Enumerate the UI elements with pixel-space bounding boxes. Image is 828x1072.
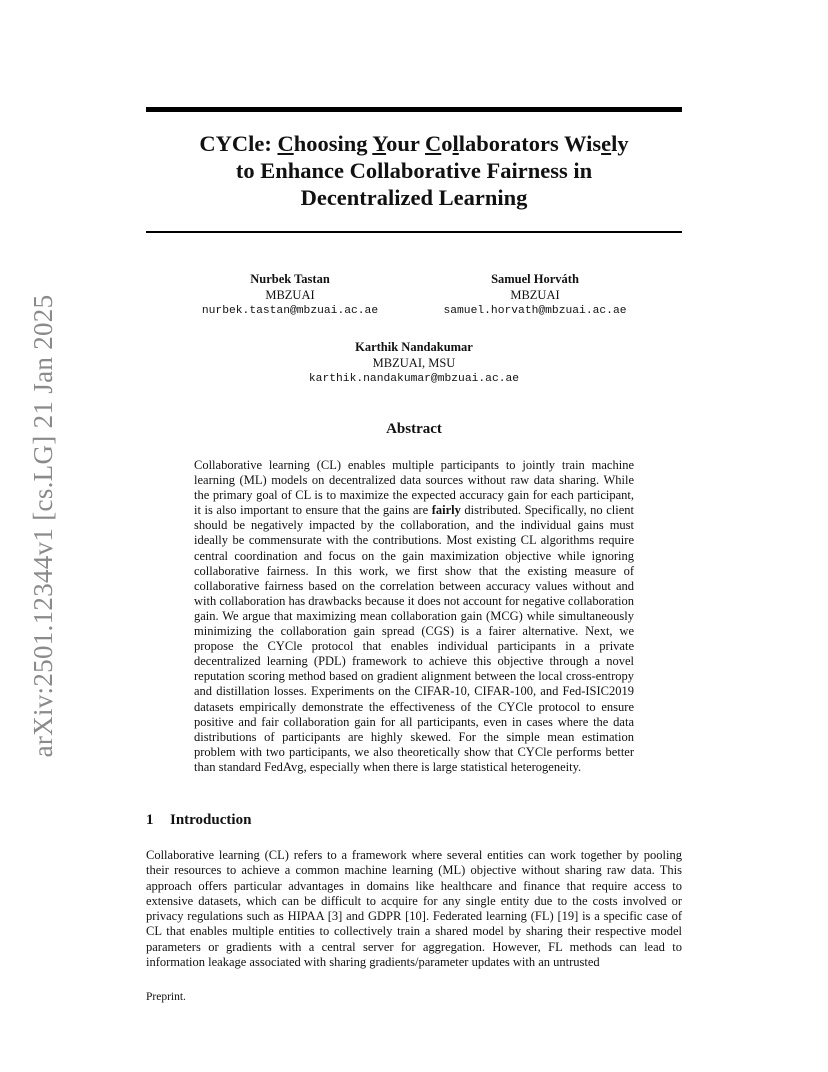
title-top-rule	[146, 107, 682, 112]
author-email[interactable]: nurbek.tastan@mbzuai.ac.ae	[201, 305, 379, 317]
author-name: Karthik Nandakumar	[355, 340, 473, 354]
section-title: Introduction	[170, 812, 252, 828]
author-name: Nurbek Tastan	[250, 272, 330, 286]
arxiv-sidebar-stamp: arXiv:2501.12344v1 [cs.LG] 21 Jan 2025	[28, 294, 58, 758]
abstract-heading: Abstract	[386, 421, 442, 437]
title-line-1: CYCle: Choosing Your Collaborators Wisely	[199, 131, 629, 156]
paper-title	[146, 130, 682, 211]
abstract-emphasis: fairly	[431, 503, 461, 518]
author-affiliation: MBZUAI, MSU	[372, 356, 456, 370]
abstract-body: Collaborative learning (CL) enables multiple participants to jointly train machine learning (ML) models on decentralized data sources without raw data sharing. While the primary goal of CL is to maximize the expected accuracy gain for each participant, it is also important to ensure that the gains are fairly distributed. Specifically, no client should be negatively impacted by the collaboration, and the individual gains must ideally be commensurate with the contributions. Most existing CL algorithms require central coordination and focus on the gain maximization objective while ignoring collaborative fairness. In this work, we first show that the existing measure of collaborative fairness based on the correlation between accuracy values without and with collaboration has drawbacks because it does not account for negative collaboration gain. We argue that maximizing mean collaboration gain (MCG) while simultaneously minimizing the collaboration gain spread (CGS) is a fairer alternative. Next, we propose the CYCle protocol that enables individual participants in a private decentralized learning (PDL) framework to achieve this objective through a novel reputation scoring method based on gradient alignment between the local cross-entropy and distillation losses. Experiments on the CIFAR-10, CIFAR-100, and Fed-ISIC2019 datasets empirically demonstrate the effectiveness of the CYCle protocol to ensure positive and fair collaboration gain for all participants, even in cases where the data distributions of participants are highly skewed. For the simple mean estimation problem with two participants, we also theoretically show that CYCle performs better than standard FedAvg, especially when there is large statistical heterogeneity.	[194, 458, 634, 774]
section-heading	[146, 812, 251, 829]
author-affiliation: MBZUAI	[265, 288, 315, 302]
footer-note: Preprint.	[146, 991, 186, 1003]
author-affiliation: MBZUAI	[510, 288, 560, 302]
title-bottom-rule	[146, 231, 682, 233]
author-email[interactable]: karthik.nandakumar@mbzuai.ac.ae	[308, 373, 520, 385]
section-number: 1	[146, 812, 154, 828]
author-email[interactable]: samuel.horvath@mbzuai.ac.ae	[443, 305, 627, 317]
author-block	[425, 271, 645, 319]
title-line-2: to Enhance Collaborative Fairness in	[235, 158, 593, 183]
author-block	[180, 271, 400, 319]
title-line-3: Decentralized Learning	[300, 185, 528, 210]
author-block	[260, 339, 568, 387]
introduction-paragraph: Collaborative learning (CL) refers to a framework where several entities can work together by pooling their resources to achieve a common machine learning (ML) objective without sharing raw data. This approach offers particular advantages in domains like healthcare and finance that require access to extensive datasets, which can be difficult to acquire for any single entity due to the costs involved or privacy regulations such as HIPAA [3] and GDPR [10]. Federated learning (FL) [19] is a specific case of CL that enables multiple entities to collectively train a shared model by sharing their respective model parameters or gradients with a central server for aggregation. However, FL methods can lead to information leakage associated with sharing gradients/parameter updates with an untrusted	[146, 848, 682, 970]
author-name: Samuel Horváth	[491, 272, 579, 286]
